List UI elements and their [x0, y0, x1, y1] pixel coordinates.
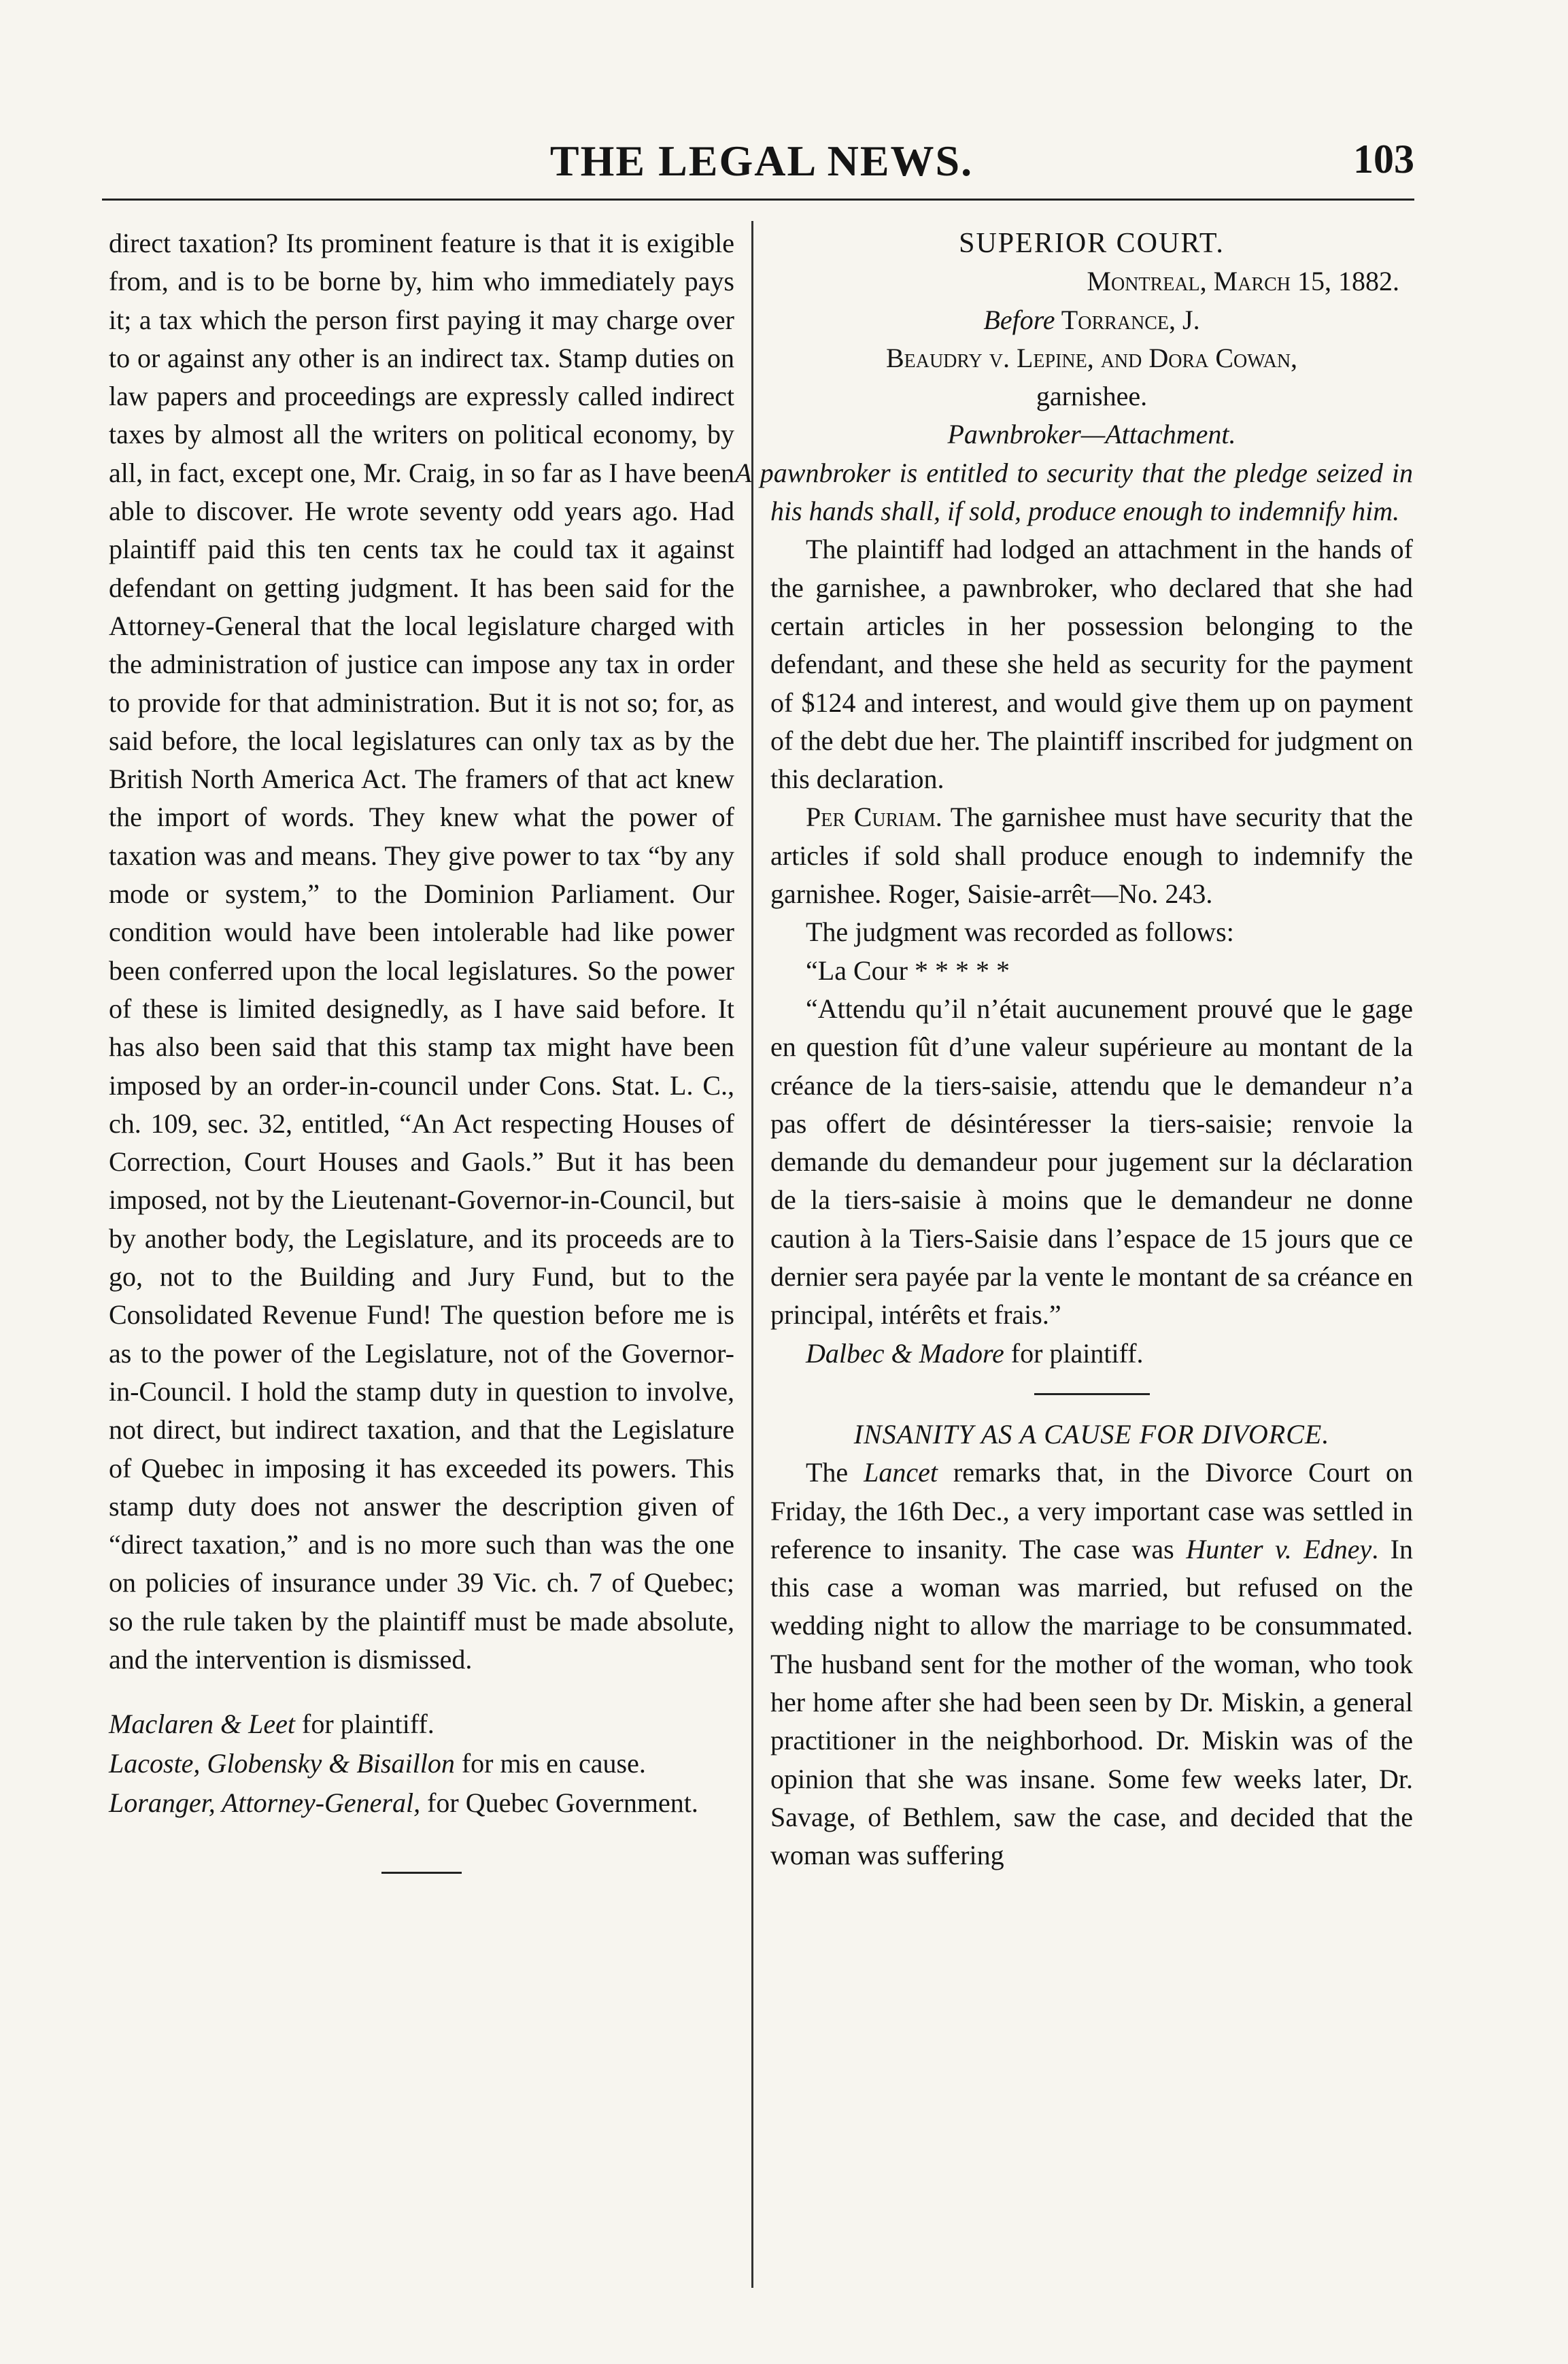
counsel-line: [109, 1744, 734, 1783]
per-curiam-label: Per Curiam.: [806, 802, 942, 833]
judgment-text: “Attendu qu’il n’était aucunement prouvé que le gage en question fût d’une valeur supérieure au montant de la créance de la tiers-saisie, attendu que le demandeur n’a pas offert de désintéresser la tiers-saisie; renvoie la demande du demandeur pour jugement sur la déclaration de la tiers-saisie à moins que le demandeur ne donne caution à la Tiers-Saisie dans l’espace de 15 jours que ce dernier sera payée par la vente le montant de sa créance en principal, intérêts et frais.”: [770, 993, 1413, 1331]
judgment-intro: The judgment was recorded as follows:: [806, 917, 1234, 948]
header-rule: [102, 199, 1414, 201]
court-heading: SUPERIOR COURT.: [959, 228, 1225, 259]
running-title: THE LEGAL NEWS.: [549, 137, 974, 185]
section-rule: [1034, 1393, 1150, 1395]
facts-paragraph: The plaintiff had lodged an attachment in the hands of the garnishee, a pawnbroker, who declared that she had certain articles in her possession belonging to the defendant, and these she held as security for the payment of $124 and interest, and would give them up on payment of the debt due her. The plaintiff inscribed for judgment on this declaration.: [770, 534, 1413, 795]
judge-name: Torrance, J.: [1055, 304, 1200, 335]
case-name: Hunter v. Edney: [1186, 1533, 1372, 1564]
before-label: Before: [983, 304, 1055, 335]
la-cour-line: “La Cour * * * * *: [806, 955, 1010, 986]
page-number: 103: [1353, 137, 1414, 182]
column-divider: [751, 221, 753, 2288]
counsel-role: for mis en cause.: [454, 1748, 646, 1779]
section-title: INSANITY AS A CAUSE FOR DIVORCE.: [853, 1418, 1330, 1450]
lancet-text-2: remarks that, in the Divorce Court on Friday, the 16th Dec., a very important case was settled in reference to insanity. The case was: [770, 1457, 1414, 1564]
lancet-text: The: [806, 1457, 864, 1488]
counsel-names: Maclaren & Leet: [109, 1709, 296, 1740]
place-date: Montreal, March 15, 1882.: [1087, 266, 1399, 297]
case-parties-continued: garnishee.: [1036, 381, 1148, 412]
counsel-line: [109, 1783, 734, 1823]
counsel-names: Dalbec & Madore: [806, 1337, 1004, 1369]
counsel-role: for plaintiff.: [1004, 1337, 1144, 1369]
counsel-role: for plaintiff.: [295, 1709, 434, 1740]
judge-line: [770, 301, 1413, 339]
counsel-names: Loranger, Attorney-General,: [109, 1787, 421, 1819]
counsel-names: Lacoste, Globensky & Bisaillon: [109, 1748, 455, 1779]
counsel-role: for Quebec Government.: [420, 1787, 698, 1819]
per-curiam-text: The garnishee must have security that the articles if sold shall produce enough to indemnify the garnishee. Roger, Saisie-arrêt—No. 243.: [770, 802, 1414, 910]
left-column: [109, 224, 734, 1874]
per-curiam-paragraph: [770, 798, 1413, 913]
counsel-line: [109, 1705, 734, 1744]
end-rule: [381, 1872, 462, 1874]
right-column: [735, 224, 1414, 1874]
page-header: [109, 136, 1414, 197]
counsel-line: [770, 1335, 1413, 1373]
subject-heading: [770, 415, 1413, 453]
judgment-paragraph: direct taxation? Its prominent feature is that it is exigible from, and is to be borne by, him who immediately pays it; a tax which the person first paying it may charge over to or against any other is an indirect tax. Stamp duties on law papers and proceedings are expressly called indirect taxes by almost all the writers on political economy, by all, in fact, except one, Mr. Craig, in so far as I have been able to discover. He wrote seventy odd years ago. Had plaintiff paid this ten cents tax he could tax it against defendant on getting judgment. It has been said for the Attorney-General that the local legislature charged with the administration of justice can impose any tax in order to provide for that administration. But it is not so; for, as said before, the local legislatures can only tax as by the British North America Act. The framers of that act knew the import of words. They knew what the power of taxation was and means. They give power to tax “by any mode or system,” to the Dominion Parliament. Our condition would have been intolerable had like power been conferred upon the local legislatures. So the power of these is limited designedly, as I have said before. It has also been said that this stamp tax might have been imposed by an order-in-council under Cons. Stat. L. C., ch. 109, sec. 32, entitled, “An Act respecting Houses of Correction, Court Houses and Gaols.” But it has been imposed, not by the Lieutenant-Governor-in-Council, but by another body, the Legislature, and its proceeds are to go, not to the Building and Jury Fund, but to the Consolidated Revenue Fund! The question before me is as to the power of the Legislature, not of the Governor-in-Council. I hold the stamp duty in question to involve, not direct, but indirect taxation, and that the Legislature of Quebec in imposing it has exceeded its powers. This stamp duty does not answer the description given of “direct taxation,” and is no more such than was the one on policies of insurance under 39 Vic. ch. 7 of Quebec; so the rule taken by the plaintiff must be made absolute, and the intervention is dismissed.: [109, 228, 734, 1675]
lancet-name: Lancet: [864, 1457, 938, 1488]
headnote: A pawnbroker is entitled to security that the pledge seized in his hands shall, if sold, produce enough to indemnify him.: [735, 457, 1413, 527]
lancet-paragraph: [770, 1454, 1413, 1874]
subject: Pawnbroker—Attachment.: [947, 419, 1236, 450]
counsel-list: [109, 1705, 734, 1823]
lancet-text-3: . In this case a woman was married, but refused on the wedding night to allow the marriage to be consummated. The husband sent for the mother of the woman, who took her home after she had been seen by Dr. Miskin, a general practitioner in the neighborhood. Dr. Miskin was of the opinion that she was insane. Some few weeks later, Dr. Savage, of Bethlem, saw the case, and decided that the woman was suffering: [770, 1533, 1413, 1871]
case-parties: Beaudry v. Lepine, and Dora Cowan,: [885, 342, 1298, 373]
